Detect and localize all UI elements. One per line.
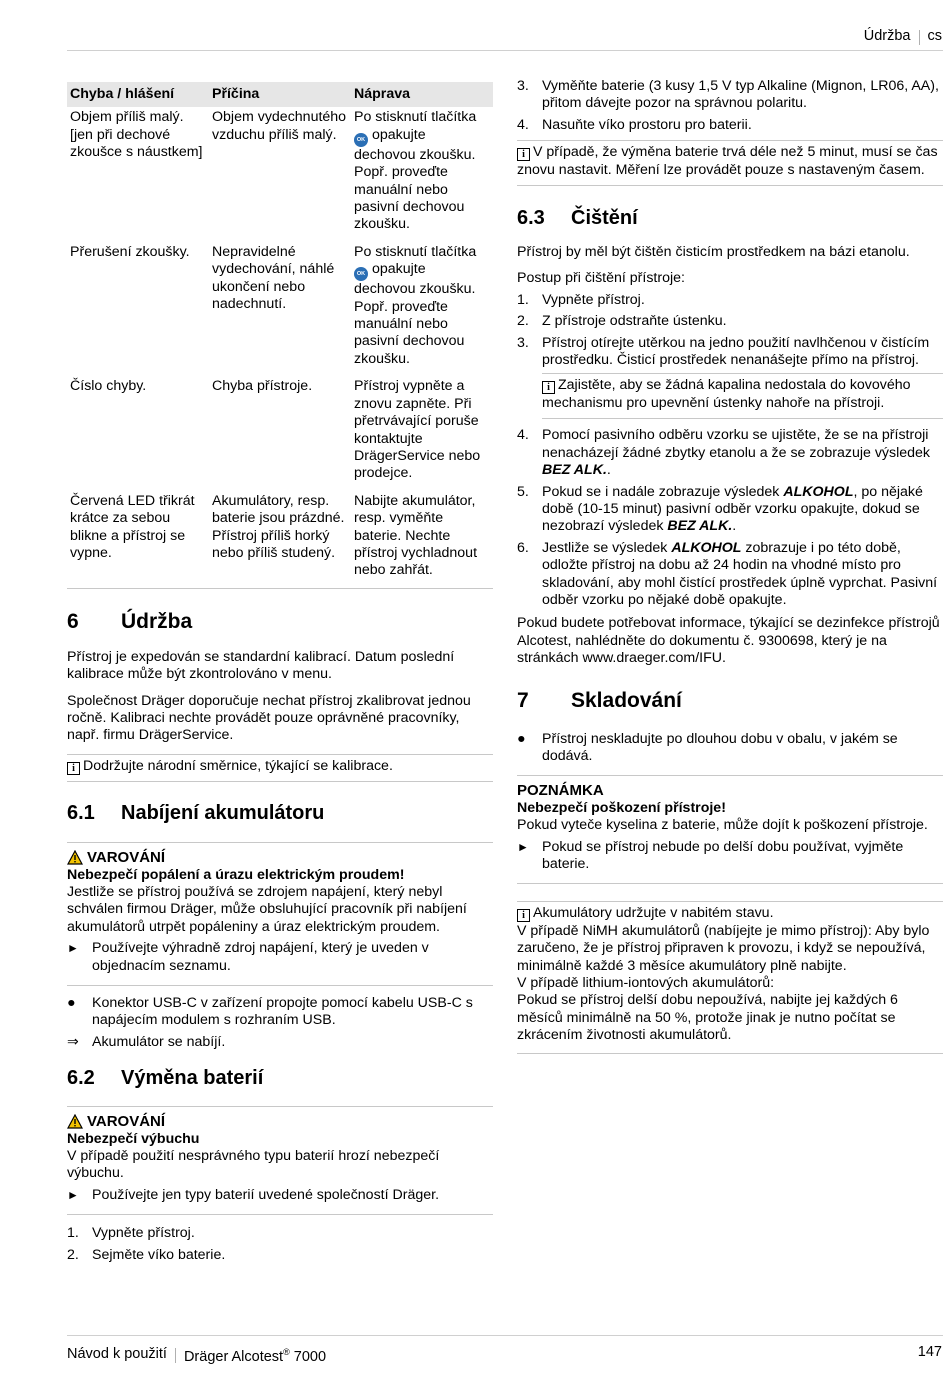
step-number: 3. [517,78,529,94]
section-7-heading [517,688,943,714]
footer-manual: Návod k použití [67,1346,167,1363]
header-section: Údržba [863,28,911,44]
steps-list [517,78,943,134]
section-6-3-heading [517,206,943,230]
section-number: 6 [67,609,79,633]
section-title: Skladování [571,688,682,712]
step-text: Vypněte přístroj. [542,291,645,308]
warning-actions [67,940,493,975]
note-text: Akumulátory udržujte v nabitém stavu. [533,905,774,922]
action-arrow-icon: ► [517,839,529,854]
warning-subtitle: Nebezpečí popálení a úrazu elektrickým proudem! [67,866,405,883]
info-note [67,754,493,782]
running-footer [67,1344,326,1366]
text-run: . [732,518,737,535]
table-cell-fix [351,242,493,376]
product-name: Dräger Alcotest [183,1348,284,1365]
step-number: 4. [517,116,529,133]
table-row [67,491,493,589]
table-cell-error: Červená LED třikrát krátce za sebou blikne a přístroj se vypne. [67,491,209,589]
info-icon: i [517,148,530,161]
info-icon: i [67,762,80,775]
section-title: Výměna baterií [121,1067,264,1090]
steps-list [67,1225,493,1264]
table-header-cell: Chyba / hlášení [67,82,209,107]
table-cell-cause: Chyba přístroje. [212,378,313,395]
section-number: 7 [517,688,529,712]
list-item [517,540,943,610]
page-number: 147 [917,1344,942,1360]
table-cell-cause: Objem vydechnutého vzduchu příliš malý. [212,109,347,143]
step-text: Nasuňte víko prostoru pro baterii. [542,116,752,133]
note-line: V případě NiMH akumulátorů (nabíjejte je mimo přístroj): Aby bylo zaručeno, že je přístroj připraven k provozu, i když se nepoužívá, minimálně každé 3 měsíce akumulátory plně nabijte. [517,922,930,974]
action-text: Používejte výhradně zdroj napájení, který je uveden v objednacím seznamu. [92,940,429,974]
table-cell-cause: Akumulátory, resp. baterie jsou prázdné. Přístroj příliš horký nebo příliš studený. [209,491,351,589]
step-text [542,540,943,610]
info-note [517,901,943,1053]
note-line: Pokud se přístroj delší dobu nepoužívá, nabijte jej každých 6 měsíců minimálně na 50 %, protože jinak je nutno počítat se zkrácením životnosti akumulátorů. [517,992,898,1044]
list-item [517,335,943,370]
list-item [517,731,943,766]
bullet-list [517,731,943,766]
fix-text: opakujte dechovou zkoušku. Popř. proveďte manuální nebo pasivní dechovou zkoušku. [354,261,476,367]
warning-title [67,1113,493,1130]
warning-title [67,849,493,866]
warning-label: VAROVÁNÍ [87,1113,166,1131]
notice-subtitle: Nebezpečí poškození přístroje! [517,799,726,816]
display-result: BEZ ALK. [667,518,733,535]
step-number: 5. [517,483,529,500]
step-text [542,484,943,536]
table-cell-error: Číslo chyby. [70,378,147,395]
step-text: Vypněte přístroj. [92,1225,195,1242]
paragraph: Postup při čištění přístroje: [517,270,685,287]
section-title: Údržba [121,609,193,633]
running-header [864,28,942,45]
step-text: Přístroj otírejte utěrkou na jedno použití navlhčenou v čistícím prostředku. Čisticí prostředek nenanášejte přímo na přístroj. [542,334,930,369]
list-item [67,1247,493,1264]
action-arrow-icon: ► [67,941,79,956]
troubleshooting-table [67,82,493,589]
paragraph: Přístroj by měl být čištěn čisticím prostředkem na bázi etanolu. [517,244,910,261]
table-cell-fix [351,107,493,241]
step-text [542,427,943,479]
list-item [67,940,493,975]
text-run: Jestliže se výsledek [542,539,672,556]
note-line [517,905,943,922]
step-number: 1. [517,291,529,308]
list-item [517,427,943,479]
step-number: 1. [67,1225,79,1242]
info-icon: i [542,381,555,394]
info-note [517,140,943,186]
warning-triangle-icon [67,1114,83,1129]
table-header-cell: Příčina [209,82,351,107]
step-number: 2. [517,313,529,330]
list-item [67,1187,493,1204]
step-number: 2. [67,1246,79,1263]
table-row [67,376,493,490]
footer-separator [175,1348,176,1363]
section-title: Nabíjení akumulátoru [121,802,325,825]
table-row [67,242,493,376]
warning-box [67,1106,493,1215]
table-cell-cause: Nepravidelné vydechování, náhlé ukončení nebo nadechnutí. [212,243,335,313]
warning-subtitle: Nebezpečí výbuchu [67,1130,200,1147]
list-item [517,117,943,134]
notice-title: POZNÁMKA [517,782,604,800]
table-cell-error: Objem příliš malý. [jen při dechové zkoušce s náustkem] [70,109,203,161]
step-text: Sejměte víko baterie. [92,1246,226,1263]
section-number: 6.1 [67,802,95,825]
text-run: Pokud se i nadále zobrazuje výsledek [542,483,784,500]
text-run: Pomocí pasivního odběru vzorku se ujistěte, že se na přístroji nenacházejí žádné zbytky etanolu a že se zobrazuje výsledek [542,427,931,461]
info-icon: i [517,909,530,922]
bullet-text: Konektor USB-C v zařízení propojte pomocí kabelu USB-C s napájecím modulem s rozhraním USB. [92,995,473,1029]
notice-box [517,775,943,884]
text-run: . [606,462,611,479]
table-header-cell: Náprava [351,82,493,107]
step-number: 3. [517,334,529,351]
steps-list [517,292,943,370]
bullet-icon: ● [517,730,526,747]
result-arrow-icon: ⇒ [67,1033,79,1050]
list-item [517,292,943,309]
bullet-list [67,995,493,1051]
table-header-row [67,82,493,107]
step-number: 6. [517,539,529,556]
header-rule [67,50,943,51]
display-result: ALKOHOL [783,483,854,500]
steps-list [517,427,943,609]
list-item [517,839,943,874]
right-column [517,78,943,1054]
warning-label: VAROVÁNÍ [87,849,166,867]
section-6-2-heading [67,1066,493,1090]
footer-rule [67,1335,943,1336]
action-text: Používejte jen typy baterií uvedené společností Dräger. [92,1186,440,1203]
step-text: Z přístroje odstraňte ústenku. [542,313,727,330]
fix-text: opakujte dechovou zkoušku. Popř. proveďte manuální nebo pasivní dechovou zkoušku. [354,126,476,233]
result-text: Akumulátor se nabíjí. [92,1033,226,1050]
text-run: , po nějaké době (10-15 minut) pasivní odběr vzorku opakujte, dokud se nezobrazí výsledek [542,483,923,535]
list-item [67,995,493,1030]
warning-text: Jestliže se přístroj používá se zdrojem napájení, který nebyl schválen firmou Dräger, může obsluhující pracovník při nabíjení akumulátorů utrpět popáleniny a úraz elektrickým proudem. [67,884,467,935]
table-cell-error: Přerušení zkoušky. [70,243,190,260]
notice-actions [517,839,943,874]
left-column [67,82,493,1268]
header-lang: cs [927,28,942,44]
section-number: 6.3 [517,207,545,230]
product-model: 7000 [293,1348,327,1365]
fix-text: Po stisknutí tlačítka [354,243,477,260]
list-item [517,484,943,536]
table-row [67,107,493,241]
display-result: ALKOHOL [671,539,742,556]
header-separator [919,30,920,45]
table-cell-fix: Nabijte akumulátor, resp. vyměňte baterie. Nechte přístroj vychladnout nebo zahřát. [351,491,493,589]
step-text: Vyměňte baterie (3 kusy 1,5 V typ Alkaline (Mignon, LR06, AA), přitom dávejte pozor na správnou polaritu. [542,78,939,112]
paragraph: Společnost Dräger doporučuje nechat přístroj zkalibrovat jednou ročně. Kalibraci nechte provádět pouze oprávněné pracovníky, např. firmu DrägerService. [67,692,471,744]
warning-actions [67,1187,493,1204]
action-arrow-icon: ► [67,1187,79,1202]
list-item [67,1034,493,1051]
step-number: 4. [517,427,529,444]
action-text: Pokud se přístroj nebude po delší dobu používat, vyjměte baterie. [542,838,904,872]
display-result: BEZ ALK. [542,462,607,479]
registered-mark: ® [283,1347,290,1357]
info-note [542,373,943,419]
ok-button-icon: OK [354,267,368,281]
text-run: zobrazuje i po této době, odložte přístroj na dobu až 24 hodin na vhodné místo pro skladování, aby mohl čistící prostředek úplně vyprchat. Pasivní odběr vzorku po nějaké době opakujte. [542,539,938,608]
section-6-heading [67,609,493,635]
footer-product [184,1344,326,1366]
note-text: Dodržujte národní směrnice, týkající se kalibrace. [83,757,393,774]
warning-text: V případě použití nesprávného typu baterií hrozí nebezpečí výbuchu. [67,1148,440,1182]
note-line: V případě lithium-iontových akumulátorů: [517,975,775,992]
note-text: V případě, že výměna baterie trvá déle než 5 minut, musí se čas znovu nastavit. Měření lze provádět pouze s nastaveným časem. [517,144,938,178]
section-title: Čištění [571,207,638,230]
list-item [517,313,943,330]
fix-text: Po stisknutí tlačítka [354,109,477,126]
notice-text: Pokud vyteče kyselina z baterie, může dojít k poškození přístroje. [517,817,928,834]
section-number: 6.2 [67,1067,95,1090]
warning-box [67,842,493,986]
paragraph: Přístroj je expedován se standardní kalibrací. Datum poslední kalibrace může být zkontrolováno v menu. [67,648,455,683]
list-item [67,1225,493,1242]
note-text: Zajistěte, aby se žádná kapalina nedostala do kovového mechanismu pro upevnění ústenky nahoře na přístroji. [542,377,911,411]
list-item [517,78,943,113]
paragraph: Pokud budete potřebovat informace, týkající se dezinfekce přístrojů Alcotest, nahlédněte do dokumentu č. 9300698, který je na stránkách www.draeger.com/IFU. [517,615,940,667]
ok-button-icon: OK [354,133,368,147]
section-6-1-heading [67,801,493,825]
table-cell-fix: Přístroj vypněte a znovu zapněte. Při přetrvávající poruše kontaktujte DrägerService nebo prodejce. [354,378,481,482]
bullet-icon: ● [67,995,76,1012]
bullet-text: Přístroj neskladujte po dlouhou dobu v obalu, v jakém se dodává. [542,730,898,764]
warning-triangle-icon [67,850,83,865]
